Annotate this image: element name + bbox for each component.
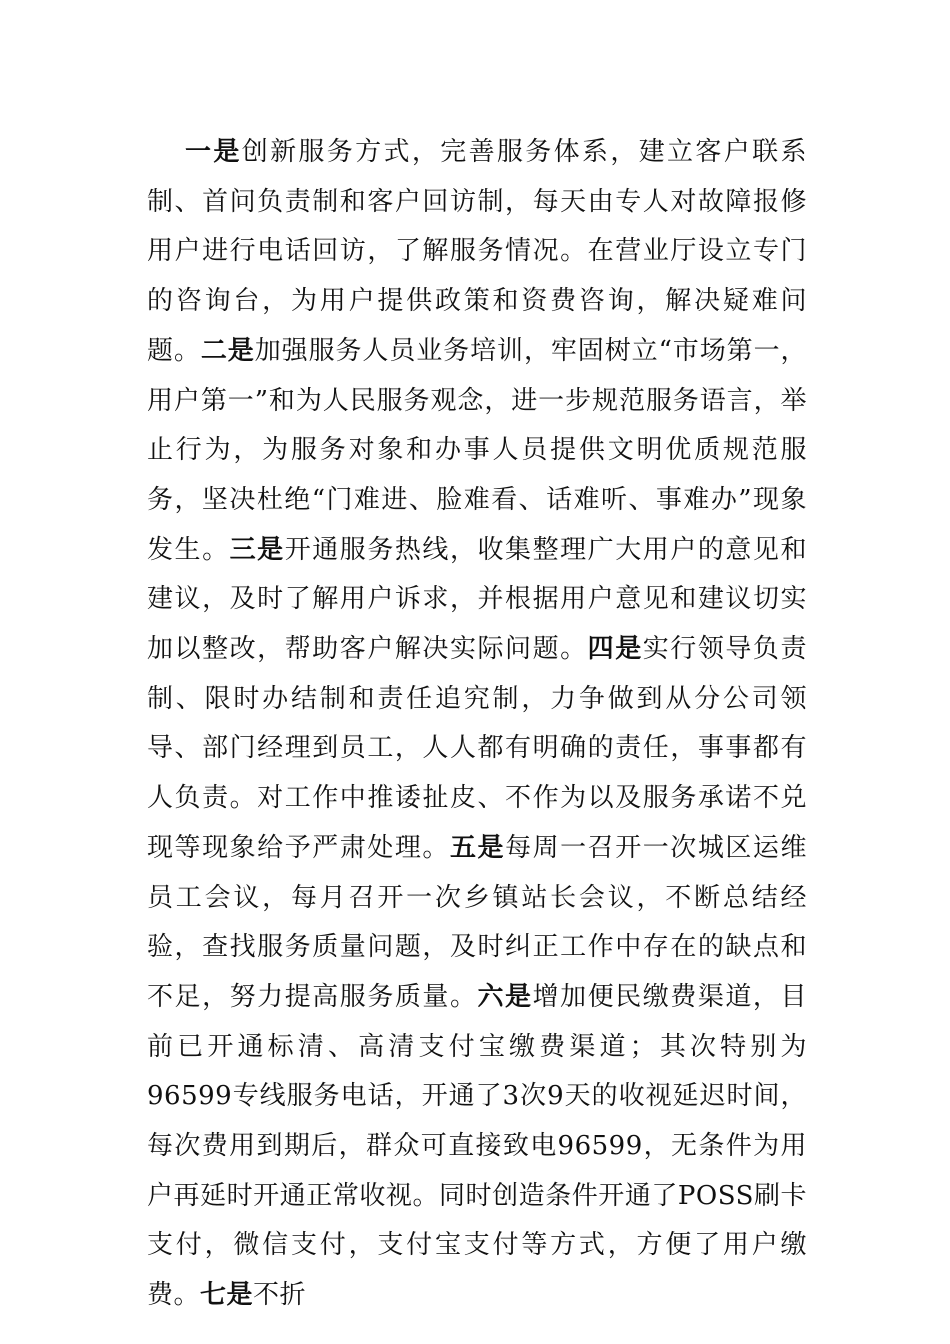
point-text-4: 实行领导负责制、限时办结制和责任追究制，力争做到从分公司领导、部门经理到员工，人人都有明确的责任，事事都有人负责。对工作中推诿扯皮、不作为以及服务承诺不兑现等现象给予严肃处理。 <box>147 634 807 863</box>
point-label-7: 七是 <box>200 1280 254 1311</box>
point-text-3: 开通服务热线，收集整理广大用户的意见和建议，及时了解用户诉求，并根据用户意见和建议切实加以整改，帮助客户解决实际问题。 <box>147 534 807 665</box>
point-text-5: 每周一召开一次城区运维员工会议，每月召开一次乡镇站长会议，不断总结经验，查找服务质量问题，及时纠正工作中存在的缺点和不足，努力提高服务质量。 <box>147 832 807 1012</box>
body-paragraph <box>147 128 807 1321</box>
point-label-4: 四是 <box>587 634 643 665</box>
point-text-1: 创新服务方式，完善服务体系，建立客户联系制、首问负责制和客户回访制，每天由专人对故障报修用户进行电话回访，了解服务情况。在营业厅设立专门的咨询台，为用户提供政策和资费咨询，解决疑难问题。 <box>147 137 807 366</box>
point-text-7: 不折 <box>253 1280 307 1311</box>
point-text-6: 增加便民缴费渠道，目前已开通标清、高清支付宝缴费渠道；其次特别为96599专线服务电话，开通了3次9天的收视延迟时间，每次费用到期后，群众可直接致电96599，无条件为用户再延时开通正常收视。同时创造条件开通了POSS刷卡支付，微信支付，支付宝支付等方式，方便了用户缴费。 <box>147 981 807 1311</box>
point-label-5: 五是 <box>449 832 506 863</box>
point-label-6: 六是 <box>477 981 533 1012</box>
point-text-2: 加强服务人员业务培训，牢固树立“市场第一，用户第一”和为人民服务观念，进一步规范服务语言，举止行为，为服务对象和办事人员提供文明优质规范服务，坚决杜绝“门难进、脸难看、话难听、事难办”现象发生。 <box>147 335 807 565</box>
point-label-3: 三是 <box>229 534 285 565</box>
point-label-1: 一是 <box>185 137 242 167</box>
point-label-2: 二是 <box>200 335 255 366</box>
